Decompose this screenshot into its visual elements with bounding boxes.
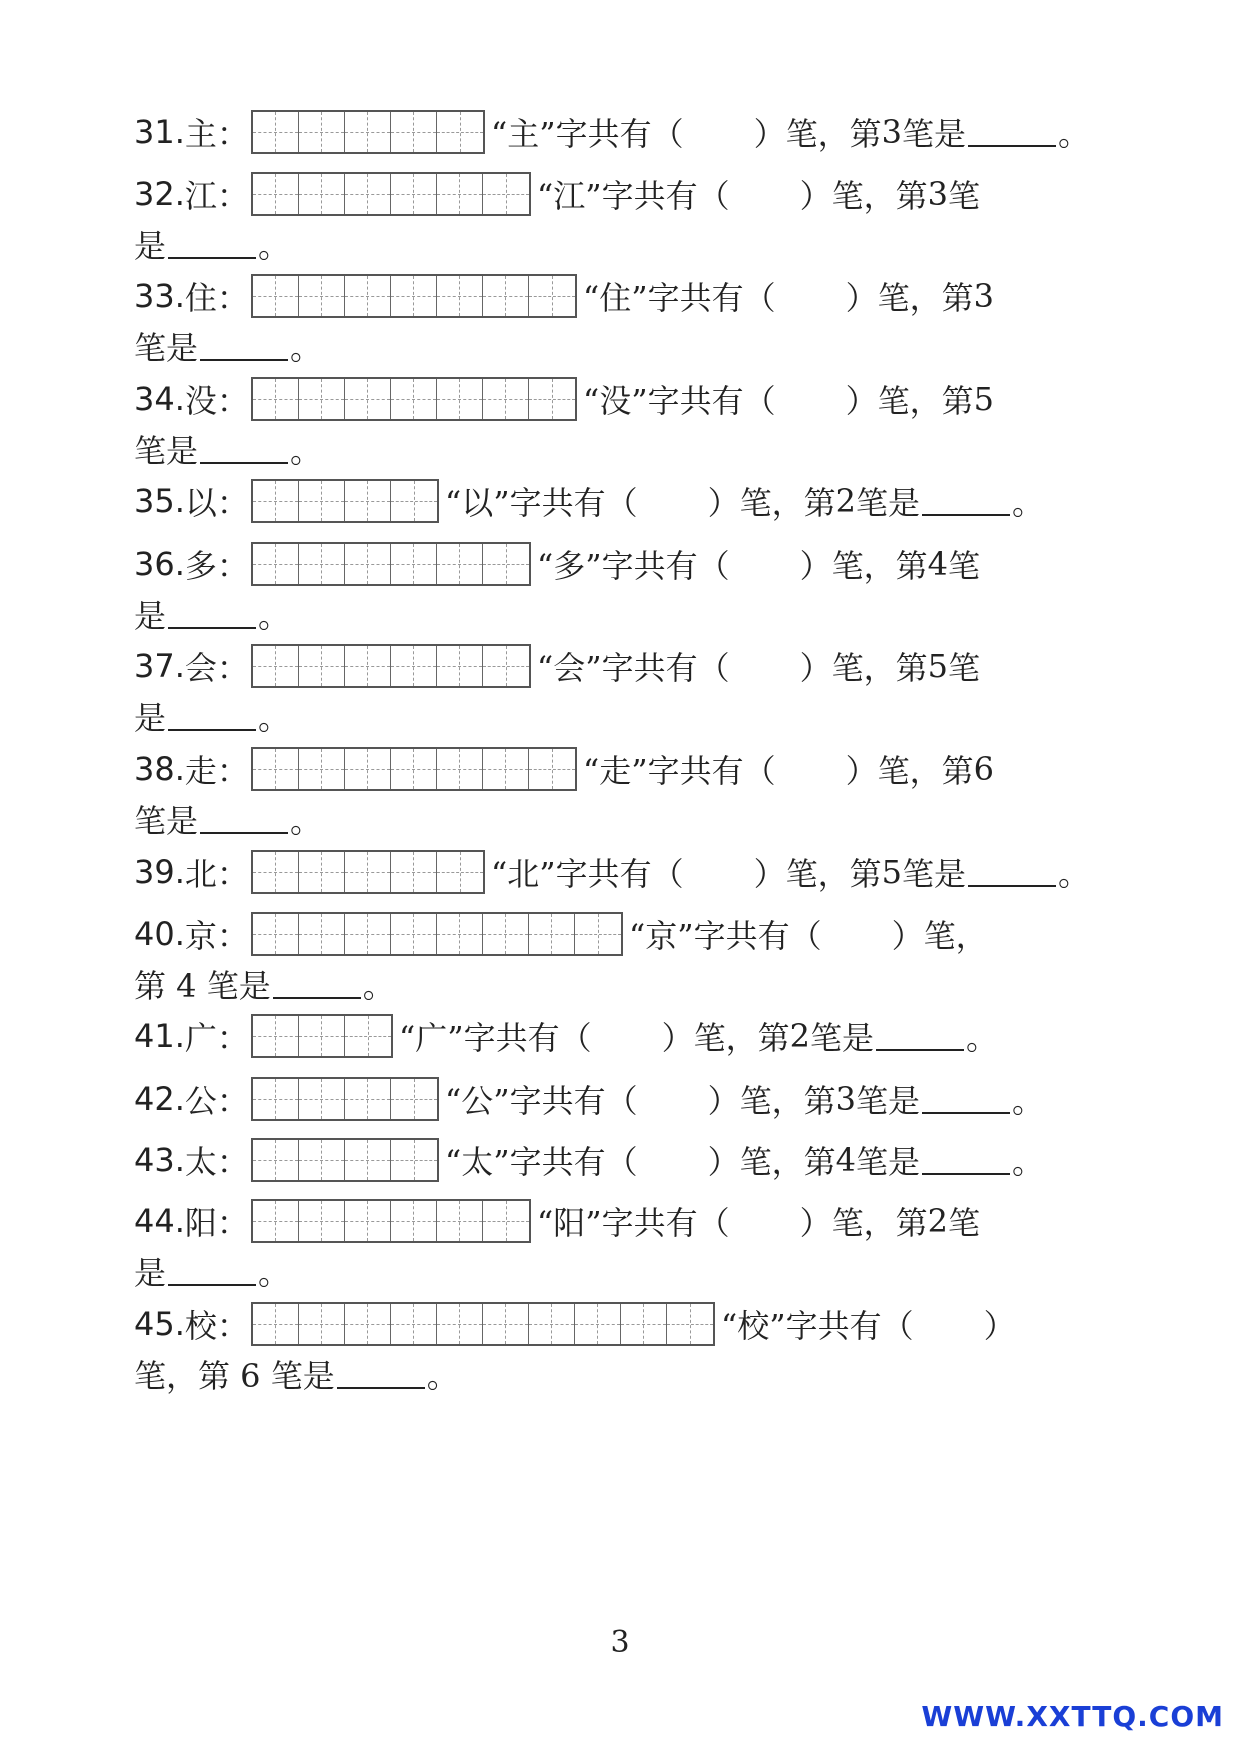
grid-cell[interactable] [299,379,345,419]
question-mid: ）笔，第 [845,752,974,790]
question-character: 公： [184,1082,249,1120]
question-mid: ）笔，第 [661,1019,790,1057]
grid-cell[interactable] [391,749,437,789]
writing-grid[interactable] [251,644,531,688]
sentence-end: 。 [290,802,323,840]
grid-cell[interactable] [483,544,529,584]
grid-cell[interactable] [299,481,345,521]
grid-cell[interactable] [483,646,529,686]
question-item [134,848,1104,896]
grid-cell[interactable] [345,646,391,686]
question-prompt: “广”字共有（ [398,1019,592,1057]
writing-grid[interactable] [251,377,577,421]
answer-blank[interactable] [968,857,1056,887]
answer-blank[interactable] [922,486,1010,516]
grid-cell[interactable] [345,1016,391,1056]
stroke-index: 3 [835,1080,857,1118]
question-tail: 笔是 [134,432,199,470]
grid-cell[interactable] [391,112,437,152]
grid-cell[interactable] [437,379,483,419]
grid-cell[interactable] [391,1304,437,1344]
answer-blank[interactable] [273,969,361,999]
question-item [134,1012,1104,1060]
question-tail: 笔 [948,1204,981,1242]
question-number: 32. [134,175,185,213]
question-line [134,848,1104,896]
question-line-2 [134,322,1104,370]
stroke-index: 3 [881,113,903,151]
question-character: 会： [184,649,249,687]
question-line-2 [134,1350,1104,1398]
question-tail: 笔是 [856,1143,921,1181]
answer-blank[interactable] [168,1256,256,1286]
question-item [134,540,1104,638]
grid-cell[interactable] [483,379,529,419]
grid-cell[interactable] [483,914,529,954]
grid-cell[interactable] [437,544,483,584]
grid-cell[interactable] [483,1201,529,1241]
grid-cell[interactable] [437,276,483,316]
grid-cell[interactable] [345,379,391,419]
question-tail: 笔是 [856,484,921,522]
grid-cell[interactable] [391,1201,437,1241]
grid-cell[interactable] [253,276,299,316]
question-character: 江： [184,177,249,215]
question-mid: ） [983,1307,1016,1345]
question-item [134,477,1104,525]
answer-blank[interactable] [337,1359,425,1389]
question-tail: 笔是 [902,115,967,153]
question-character: 以： [184,484,249,522]
question-prompt: “京”字共有（ [628,917,822,955]
writing-grid[interactable] [251,1199,531,1243]
grid-cell[interactable] [299,852,345,892]
writing-grid[interactable] [251,1138,439,1182]
stroke-index: 4 [927,545,949,583]
question-tail: 第 4 笔是 [134,967,271,1005]
watermark: WWW.XXTTQ.COM [921,1700,1224,1733]
grid-cell[interactable] [345,1079,391,1119]
grid-cell[interactable] [299,174,345,214]
question-number: 38. [134,750,185,788]
question-mid: ）笔，第 [707,1082,836,1120]
grid-cell[interactable] [345,481,391,521]
stroke-index: 5 [973,380,995,418]
stroke-index: 5 [927,647,949,685]
grid-cell[interactable] [299,1016,345,1056]
stroke-index: 4 [835,1141,857,1179]
question-line [134,1136,1104,1184]
grid-cell[interactable] [253,544,299,584]
question-line [134,1012,1104,1060]
question-line-2 [134,220,1104,268]
page-number: 3 [610,1625,630,1660]
grid-cell[interactable] [253,1140,299,1180]
question-line [134,540,1104,588]
answer-blank[interactable] [168,701,256,731]
grid-cell[interactable] [391,1079,437,1119]
sentence-end: 。 [362,967,395,1005]
writing-grid[interactable] [251,912,623,956]
grid-cell[interactable] [253,379,299,419]
grid-cell[interactable] [299,1140,345,1180]
question-character: 主： [184,115,249,153]
stroke-index: 6 [973,750,995,788]
question-line-2 [134,960,1104,1008]
question-tail: 是 [134,597,167,635]
sentence-end: 。 [1058,855,1091,893]
sentence-end: 。 [1012,1143,1045,1181]
question-prompt: “主”字共有（ [490,115,684,153]
question-item [134,910,1104,1008]
grid-cell[interactable] [575,1304,621,1344]
question-item [134,1197,1104,1295]
question-prompt: “江”字共有（ [536,177,730,215]
grid-cell[interactable] [345,1201,391,1241]
grid-cell[interactable] [391,914,437,954]
question-number: 33. [134,277,185,315]
sentence-end: 。 [290,329,323,367]
grid-cell[interactable] [253,112,299,152]
grid-cell[interactable] [345,914,391,954]
question-item [134,1075,1104,1123]
question-prompt: “北”字共有（ [490,855,684,893]
question-character: 校： [184,1307,249,1345]
question-character: 走： [184,752,249,790]
question-mid: ）笔，第 [799,1204,928,1242]
grid-cell[interactable] [437,174,483,214]
grid-cell[interactable] [299,544,345,584]
writing-grid[interactable] [251,1014,393,1058]
question-line [134,910,1104,958]
question-number: 36. [134,545,185,583]
stroke-index: 2 [789,1017,811,1055]
grid-cell[interactable] [253,174,299,214]
question-character: 广： [184,1019,249,1057]
grid-cell[interactable] [299,914,345,954]
question-line [134,745,1104,793]
grid-cell[interactable] [529,379,575,419]
grid-cell[interactable] [299,1304,345,1344]
grid-cell[interactable] [391,646,437,686]
question-mid: ）笔，第 [799,547,928,585]
question-mid: ）笔，第 [707,484,836,522]
answer-blank[interactable] [922,1084,1010,1114]
question-tail: 笔是 [902,855,967,893]
question-line [134,375,1104,423]
grid-cell[interactable] [483,276,529,316]
grid-cell[interactable] [437,1201,483,1241]
answer-blank[interactable] [200,804,288,834]
grid-cell[interactable] [575,914,621,954]
question-prompt: “多”字共有（ [536,547,730,585]
writing-grid[interactable] [251,850,485,894]
question-number: 40. [134,915,185,953]
question-number: 43. [134,1141,185,1179]
question-mid: ）笔，第 [753,855,882,893]
sentence-end: 。 [1058,115,1091,153]
question-item [134,375,1104,473]
grid-cell[interactable] [667,1304,713,1344]
sentence-end: 。 [1012,1082,1045,1120]
stroke-index: 3 [973,277,995,315]
sentence-end: 。 [258,227,291,265]
grid-cell[interactable] [345,1140,391,1180]
question-number: 37. [134,647,185,685]
grid-cell[interactable] [253,481,299,521]
grid-cell[interactable] [391,379,437,419]
question-number: 39. [134,853,185,891]
grid-cell[interactable] [253,1201,299,1241]
stroke-index: 2 [835,482,857,520]
question-number: 41. [134,1017,185,1055]
question-line-2 [134,425,1104,473]
question-number: 31. [134,113,185,151]
question-prompt: “走”字共有（ [582,752,776,790]
question-character: 住： [184,279,249,317]
sentence-end: 。 [1012,484,1045,522]
grid-cell[interactable] [391,852,437,892]
writing-grid[interactable] [251,274,577,318]
sentence-end: 。 [426,1357,459,1395]
question-mid: ）笔，第 [845,279,974,317]
grid-cell[interactable] [345,174,391,214]
stroke-index: 3 [927,175,949,213]
grid-cell[interactable] [483,1304,529,1344]
question-line-2 [134,590,1104,638]
question-item [134,1136,1104,1184]
answer-blank[interactable] [168,229,256,259]
question-prompt: “会”字共有（ [536,649,730,687]
grid-cell[interactable] [437,852,483,892]
question-number: 34. [134,380,185,418]
question-prompt: “公”字共有（ [444,1082,638,1120]
grid-cell[interactable] [483,174,529,214]
question-number: 35. [134,482,185,520]
grid-cell[interactable] [253,646,299,686]
writing-grid[interactable] [251,542,531,586]
question-character: 北： [184,855,249,893]
question-tail: 笔 [948,649,981,687]
grid-cell[interactable] [529,914,575,954]
grid-cell[interactable] [437,1304,483,1344]
answer-blank[interactable] [200,331,288,361]
grid-cell[interactable] [437,646,483,686]
answer-blank[interactable] [876,1021,964,1051]
question-mid: ）笔，第 [845,382,974,420]
grid-cell[interactable] [391,276,437,316]
question-mid: ）笔，第 [753,115,882,153]
grid-cell[interactable] [253,1304,299,1344]
question-item [134,1300,1104,1398]
grid-cell[interactable] [391,544,437,584]
grid-cell[interactable] [299,749,345,789]
question-prompt: “阳”字共有（ [536,1204,730,1242]
grid-cell[interactable] [299,276,345,316]
question-character: 太： [184,1143,249,1181]
grid-cell[interactable] [345,749,391,789]
question-tail: 笔，第 6 笔是 [134,1357,335,1395]
question-character: 多： [184,547,249,585]
question-character: 京： [184,917,249,955]
question-tail: 是 [134,699,167,737]
question-tail: 笔是 [856,1082,921,1120]
question-number: 44. [134,1202,185,1240]
grid-cell[interactable] [299,1079,345,1119]
grid-cell[interactable] [391,174,437,214]
question-line [134,477,1104,525]
answer-blank[interactable] [168,599,256,629]
grid-cell[interactable] [299,1201,345,1241]
question-item [134,745,1104,843]
question-tail: 笔 [948,177,981,215]
grid-cell[interactable] [345,276,391,316]
question-prompt: “校”字共有（ [720,1307,914,1345]
writing-grid[interactable] [251,110,485,154]
grid-cell[interactable] [345,1304,391,1344]
question-prompt: “以”字共有（ [444,484,638,522]
grid-cell[interactable] [529,1304,575,1344]
question-line-2 [134,1247,1104,1295]
stroke-index: 5 [881,853,903,891]
grid-cell[interactable] [391,1140,437,1180]
writing-grid[interactable] [251,1302,715,1346]
grid-cell[interactable] [483,749,529,789]
question-line [134,1075,1104,1123]
grid-cell[interactable] [253,1016,299,1056]
question-tail: 笔是 [134,329,199,367]
grid-cell[interactable] [299,646,345,686]
writing-grid[interactable] [251,747,577,791]
answer-blank[interactable] [922,1145,1010,1175]
question-line [134,642,1104,690]
answer-blank[interactable] [968,117,1056,147]
writing-grid[interactable] [251,1077,439,1121]
grid-cell[interactable] [345,852,391,892]
question-tail: 笔是 [134,802,199,840]
sentence-end: 。 [258,1254,291,1292]
answer-blank[interactable] [200,434,288,464]
question-mid: ）笔，第 [799,177,928,215]
grid-cell[interactable] [253,749,299,789]
question-prompt: “住”字共有（ [582,279,776,317]
grid-cell[interactable] [253,914,299,954]
question-item [134,642,1104,740]
writing-grid[interactable] [251,479,439,523]
sentence-end: 。 [290,432,323,470]
question-line-2 [134,795,1104,843]
question-item [134,108,1104,156]
question-line-2 [134,692,1104,740]
question-mid: ）笔， [891,917,988,955]
question-character: 阳： [184,1204,249,1242]
question-line [134,1300,1104,1348]
sentence-end: 。 [258,597,291,635]
sentence-end: 。 [258,699,291,737]
grid-cell[interactable] [345,112,391,152]
question-line [134,170,1104,218]
grid-cell[interactable] [437,112,483,152]
grid-cell[interactable] [437,914,483,954]
grid-cell[interactable] [253,852,299,892]
writing-grid[interactable] [251,172,531,216]
grid-cell[interactable] [529,749,575,789]
grid-cell[interactable] [529,276,575,316]
question-line [134,272,1104,320]
question-tail: 是 [134,227,167,265]
question-prompt: “没”字共有（ [582,382,776,420]
question-line [134,108,1104,156]
grid-cell[interactable] [437,749,483,789]
sentence-end: 。 [966,1019,999,1057]
question-number: 42. [134,1080,185,1118]
grid-cell[interactable] [391,481,437,521]
question-item [134,272,1104,370]
grid-cell[interactable] [253,1079,299,1119]
question-number: 45. [134,1305,185,1343]
question-prompt: “太”字共有（ [444,1143,638,1181]
question-mid: ）笔，第 [707,1143,836,1181]
question-tail: 笔 [948,547,981,585]
question-tail: 笔是 [810,1019,875,1057]
stroke-index: 2 [927,1202,949,1240]
question-line [134,1197,1104,1245]
grid-cell[interactable] [345,544,391,584]
question-item [134,170,1104,268]
grid-cell[interactable] [299,112,345,152]
question-tail: 是 [134,1254,167,1292]
question-mid: ）笔，第 [799,649,928,687]
question-character: 没： [184,382,249,420]
grid-cell[interactable] [621,1304,667,1344]
